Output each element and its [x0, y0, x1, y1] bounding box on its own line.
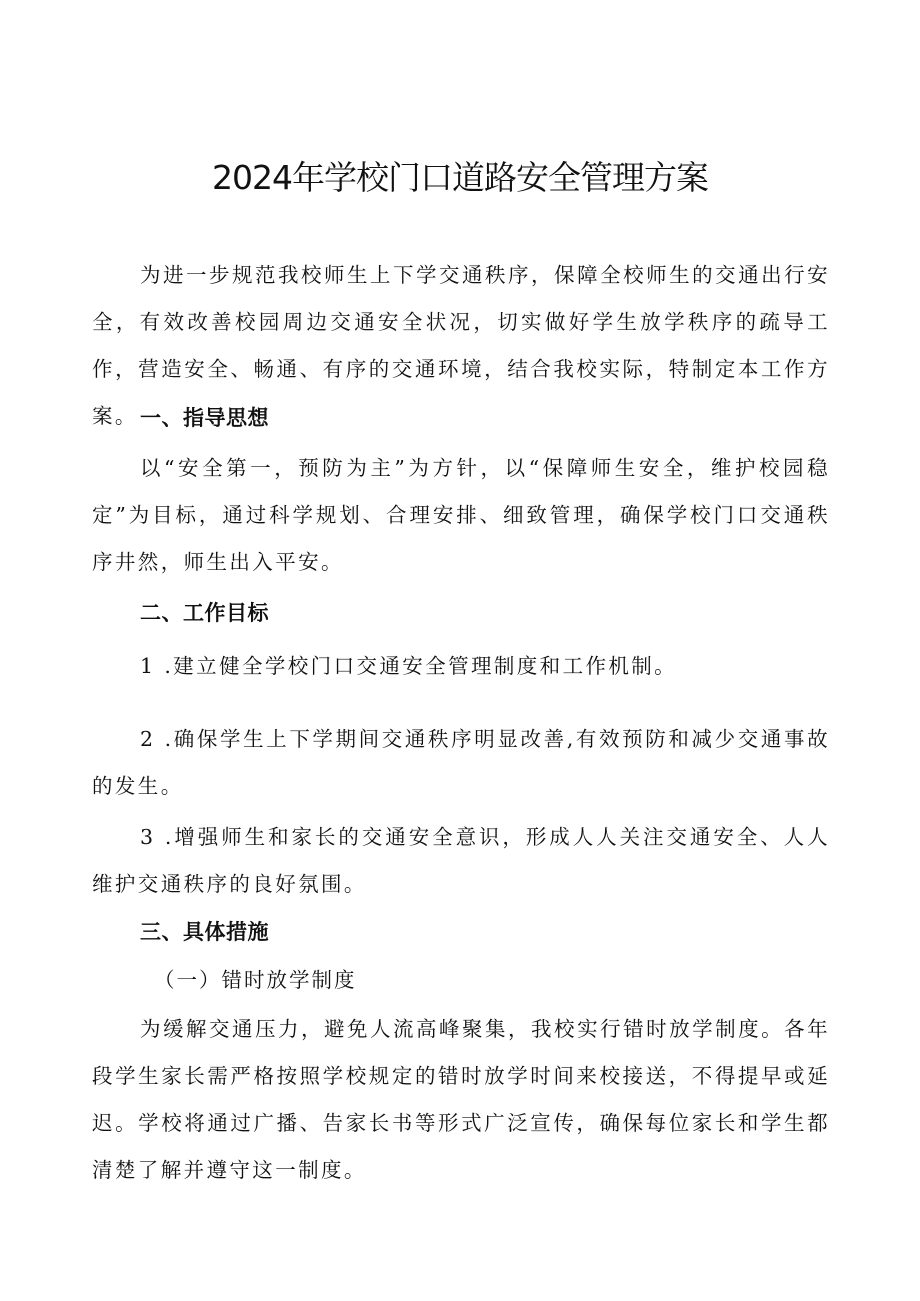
section-heading-specific-measures: 三、具体措施 — [140, 920, 269, 944]
intro-paragraph: 为进一步规范我校师生上下学交通秩序，保障全校师生的交通出行安全，有效改善校园周边交通安全状况，切实做好学生放学秩序的疏导工作，营造安全、畅通、有序的交通环境，结合我校实际，特制定本工作方案。 — [92, 263, 830, 428]
guiding-thought-paragraph: 以“安全第一，预防为主”为方针，以“保障师生安全，维护校园稳定”为目标，通过科学规划、合理安排、细致管理，确保学校门口交通秩序井然，师生出入平安。 — [92, 456, 830, 574]
work-goal-item-2: 2 .确保学生上下学期间交通秩序明显改善,有效预防和减少交通事故的发生。 — [92, 727, 830, 798]
section-heading-work-goals: 二、工作目标 — [140, 601, 269, 625]
work-goal-item-3: 3 .增强师生和家长的交通安全意识，形成人人关注交通安全、人人维护交通秩序的良好氛围。 — [92, 825, 830, 896]
work-goal-item-1: 1 .建立健全学校门口交通安全管理制度和工作机制。 — [140, 654, 678, 678]
subsection-heading-staggered-dismissal: （一）错时放学制度 — [154, 968, 357, 992]
document-title: 2024年学校门口道路安全管理方案 — [212, 158, 708, 197]
staggered-dismissal-paragraph: 为缓解交通压力，避免人流高峰聚集，我校实行错时放学制度。各年段学生家长需严格按照学校规定的错时放学时间来校接送，不得提早或延迟。学校将通过广播、告家长书等形式广泛宣传，确保每位家长和学生都清楚了解并遵守这一制度。 — [92, 1017, 830, 1182]
section-heading-guiding-thought: 一、指导思想 — [140, 406, 269, 430]
